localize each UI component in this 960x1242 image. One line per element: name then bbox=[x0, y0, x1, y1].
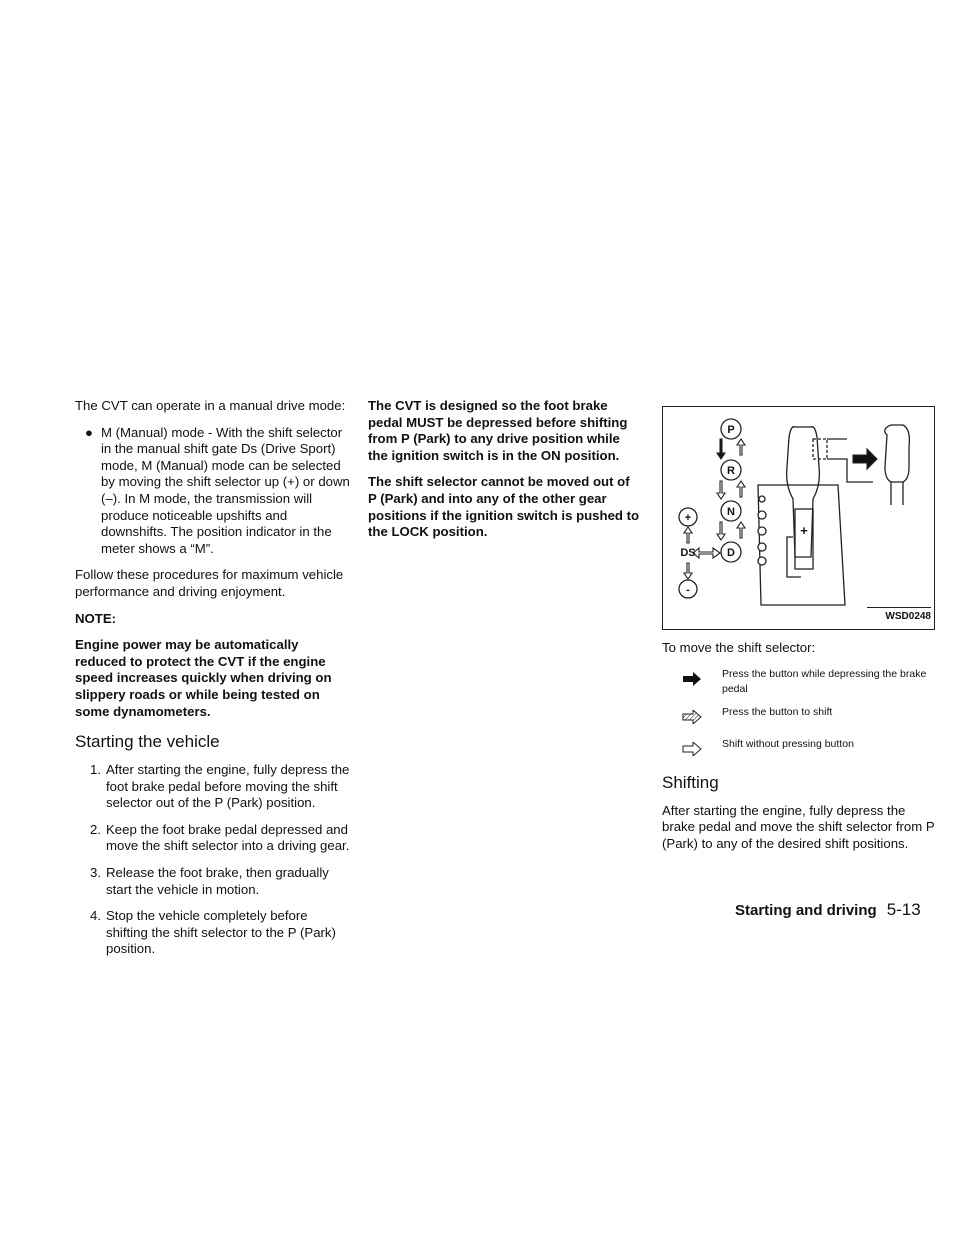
page-footer bbox=[735, 900, 940, 920]
shift-selector-figure bbox=[662, 406, 935, 630]
bullet-icon: ● bbox=[85, 424, 93, 440]
gear-label-n: N bbox=[727, 506, 735, 518]
gear-label-ds: DS bbox=[680, 547, 696, 559]
gear-label-plus: + bbox=[684, 512, 692, 524]
lock-warning-text: The shift selector cannot be moved out of P (Park) and into any of the other gear positions if the ignition switch is pushed to the LOCK position. bbox=[368, 474, 640, 540]
legend-item bbox=[662, 705, 937, 729]
footer-section: Starting and driving bbox=[735, 902, 877, 919]
brake-warning-text: The CVT is designed so the foot brake pedal MUST be depressed before shifting from P (Park) to any drive position while the ignition switch is in the ON position. bbox=[368, 398, 628, 463]
step-text: Release the foot brake, then gradually start the vehicle in motion. bbox=[106, 865, 329, 897]
step-number: 1. bbox=[90, 762, 101, 778]
bullet-text: M (Manual) mode - With the shift selector in the manual shift gate Ds (Drive Sport) mode, M (Manual) mode can be selected by moving the shift selector up (+) or down (–). In M mode, the transmission will produce noticeable upshifts and downshifts. The position indicator in the meter shows a “M”. bbox=[101, 424, 350, 556]
heading-shifting: Shifting bbox=[662, 772, 719, 792]
shift-diagram-svg bbox=[663, 407, 934, 629]
steps-list bbox=[75, 762, 350, 958]
solid-arrow-icon bbox=[662, 667, 722, 691]
page-number: 5-13 bbox=[886, 900, 921, 919]
gear-label-p: P bbox=[727, 424, 735, 436]
legend-item bbox=[662, 667, 937, 697]
step-number: 4. bbox=[90, 908, 101, 924]
heading-starting-vehicle: Starting the vehicle bbox=[75, 732, 220, 752]
list-item bbox=[75, 908, 350, 958]
gear-label-minus: - bbox=[686, 584, 690, 596]
right-column bbox=[662, 406, 937, 862]
left-column bbox=[75, 398, 350, 968]
legend-text: Shift without pressing button bbox=[722, 737, 854, 750]
step-number: 2. bbox=[90, 821, 101, 837]
arrow-legend bbox=[662, 667, 937, 761]
step-text: Stop the vehicle completely before shifting the shift selector to the P (Park) position. bbox=[106, 908, 336, 957]
list-item bbox=[75, 865, 350, 898]
gear-label-d: D bbox=[727, 547, 735, 559]
intro-text: The CVT can operate in a manual drive mode: bbox=[75, 398, 346, 413]
gate-plus-label: + bbox=[800, 523, 808, 538]
outline-arrow-icon bbox=[662, 737, 722, 761]
shifting-text: After starting the engine, fully depress the brake pedal and move the shift selector from P (Park) to any of the desired shift positions. bbox=[662, 802, 935, 851]
legend-text: Press the button to shift bbox=[722, 705, 833, 718]
list-item bbox=[75, 762, 350, 812]
figure-code: WSD0248 bbox=[867, 607, 931, 626]
hatched-arrow-icon bbox=[662, 705, 722, 729]
step-number: 3. bbox=[90, 865, 101, 881]
gear-label-r: R bbox=[727, 465, 735, 477]
note-label: NOTE: bbox=[75, 610, 117, 626]
note-text: Engine power may be automatically reduced to protect the CVT if the engine speed increases quickly when driving on slippery roads or while being tested on some dynamometers. bbox=[75, 637, 332, 719]
manual-mode-bullet bbox=[85, 425, 350, 558]
figure-caption: To move the shift selector: bbox=[662, 640, 816, 655]
legend-text: Press the button while depressing the brake pedal bbox=[722, 667, 927, 695]
list-item bbox=[75, 822, 350, 855]
step-text: Keep the foot brake pedal depressed and move the shift selector into a driving gear. bbox=[106, 821, 350, 854]
step-text: After starting the engine, fully depress the foot brake pedal before moving the shift selector out of the P (Park) position. bbox=[106, 762, 350, 811]
middle-column bbox=[368, 398, 640, 551]
follow-text: Follow these procedures for maximum vehicle performance and driving enjoyment. bbox=[75, 567, 344, 599]
legend-item bbox=[662, 737, 937, 761]
